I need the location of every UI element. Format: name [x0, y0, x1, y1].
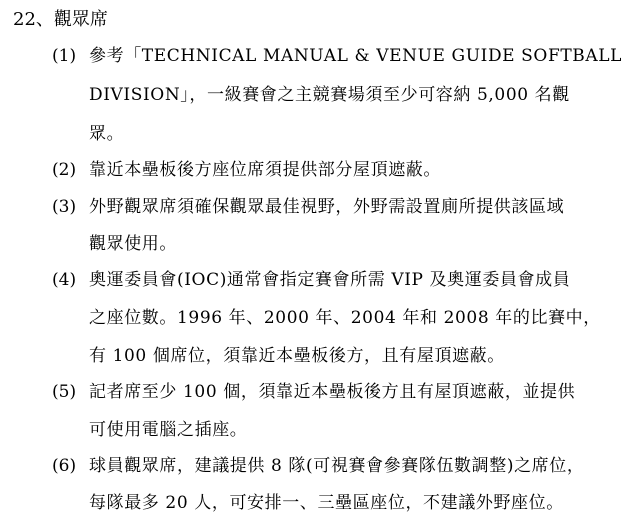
- item-text-line: 球員觀眾席，建議提供 8 隊(可視賽會參賽隊伍數調整)之席位，: [89, 456, 585, 476]
- item-number: (2): [52, 160, 77, 180]
- item-text-line: 之座位數。1996 年、2000 年、2004 年和 2008 年的比賽中，: [89, 308, 601, 328]
- item-text-line: DIVISION」，一級賽會之主競賽場須至少可容納 5,000 名觀: [89, 85, 570, 105]
- item-text-line: 觀眾使用。: [89, 234, 177, 254]
- item-text-line: 眾。: [89, 124, 125, 144]
- item-number: (4): [52, 270, 77, 290]
- item-number: (5): [52, 382, 77, 402]
- item-text-line: 靠近本壘板後方座位席須提供部分屋頂遮蔽。: [89, 160, 441, 180]
- item-text-line: 可使用電腦之插座。: [89, 420, 248, 440]
- item-text-line: 參考「TECHNICAL MANUAL & VENUE GUIDE SOFTBALL: [89, 46, 623, 66]
- item-text-line: 奧運委員會(IOC)通常會指定賽會所需 VIP 及奧運委員會成員: [89, 270, 571, 290]
- item-text-line: 記者席至少 100 個，須靠近本壘板後方且有屋頂遮蔽，並提供: [89, 382, 576, 402]
- item-text-line: 每隊最多 20 人，可安排一、三壘區座位，不建議外野座位。: [89, 493, 564, 513]
- section-heading: 22、觀眾席: [13, 9, 108, 30]
- item-number: (3): [52, 197, 77, 217]
- item-text-line: 有 100 個席位，須靠近本壘板後方，且有屋頂遮蔽。: [89, 346, 505, 366]
- item-number: (6): [52, 456, 77, 476]
- item-number: (1): [52, 46, 77, 66]
- item-text-line: 外野觀眾席須確保觀眾最佳視野，外野需設置廁所提供該區域: [89, 197, 565, 217]
